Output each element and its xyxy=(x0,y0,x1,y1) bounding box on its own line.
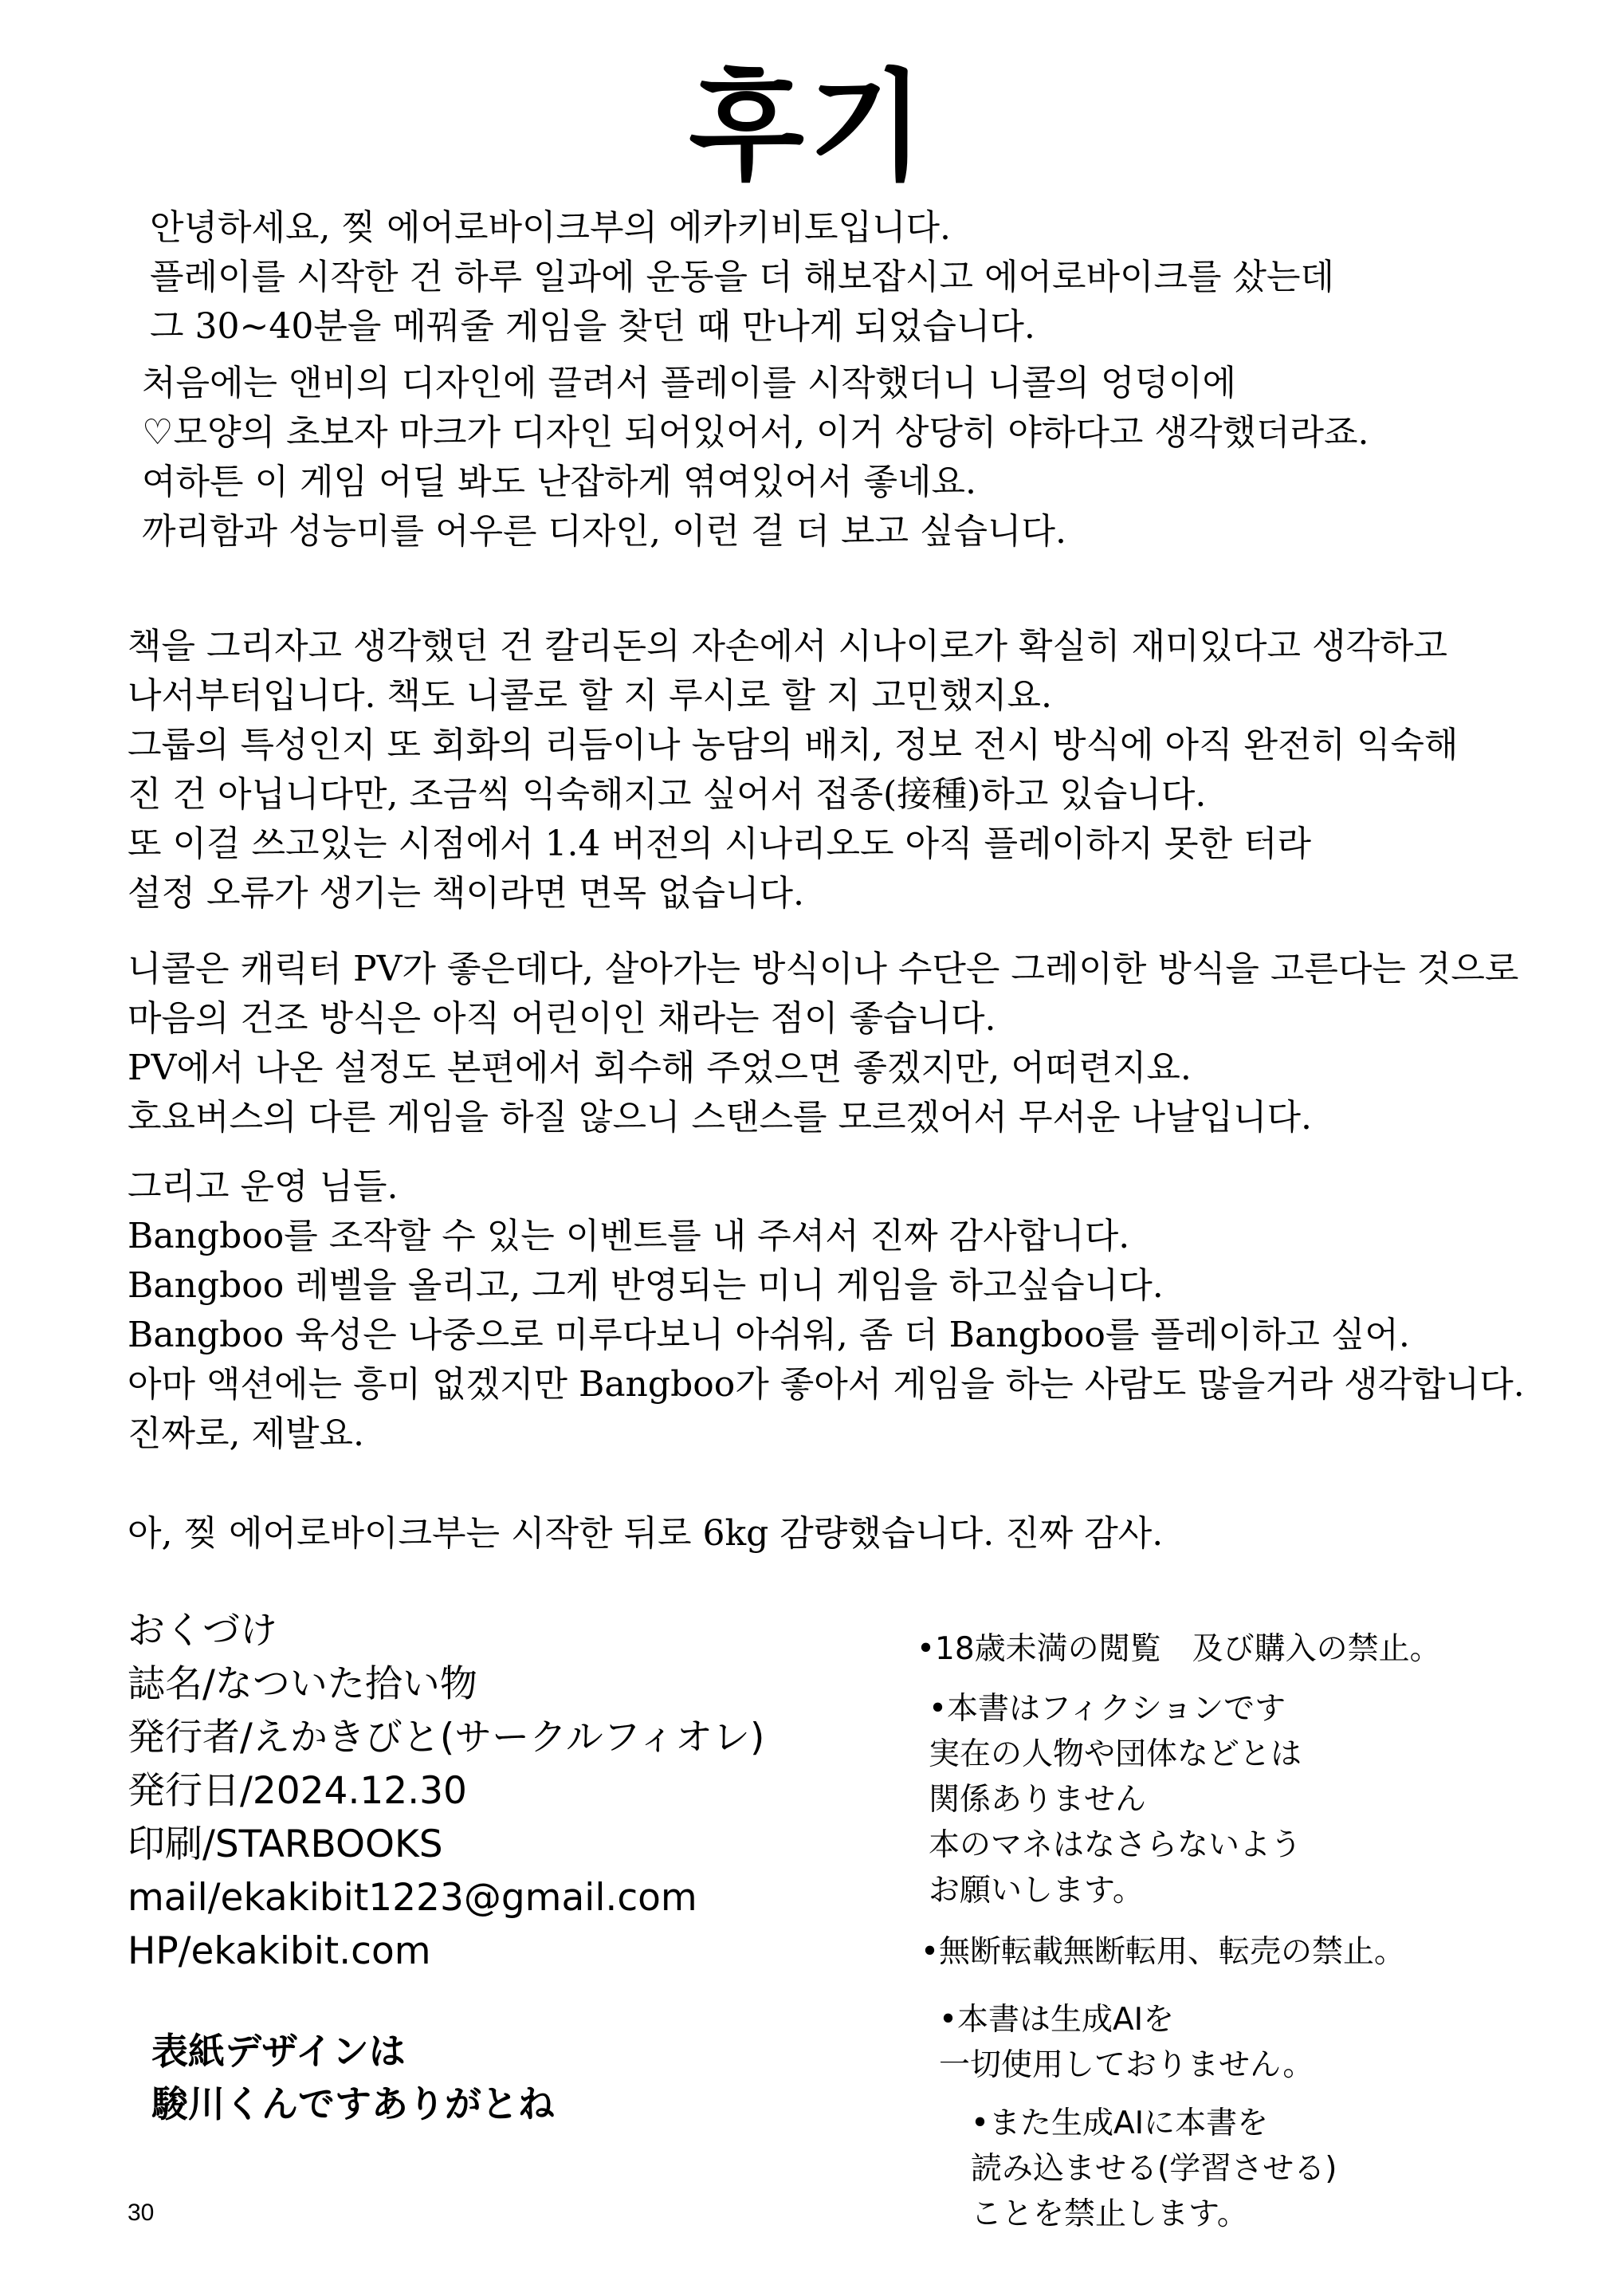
paragraph-line: 호요버스의 다른 게임을 하질 않으니 스탠스를 모르겠어서 무서운 나날입니다. xyxy=(128,1097,1313,1138)
paragraph-line: 진 건 아닙니다만, 조금씩 익숙해지고 싶어서 접종(接種)하고 있습니다. xyxy=(128,774,1207,815)
paragraph-line: 설정 오류가 생기는 책이라면 면목 없습니다. xyxy=(128,873,804,914)
paragraph-line: Bangboo 레벨을 올리고, 그게 반영되는 미니 게임을 하고싶습니다. xyxy=(128,1265,1164,1306)
paragraph-line: 니콜은 캐릭터 PV가 좋은데다, 살아가는 방식이나 수단은 그레이한 방식을 고른다는 것으로 xyxy=(128,949,1519,989)
paragraph-line: ♡모양의 초보자 마크가 디자인 되어있어서, 이거 상당히 야하다고 생각했더라죠. xyxy=(142,412,1369,453)
colophon xyxy=(128,1604,764,1978)
afterword-paragraph-3 xyxy=(128,622,1458,918)
notice-line: 読み込ませる(学習させる) xyxy=(971,2151,1337,2187)
notice-no-ai-training xyxy=(971,2101,1337,2237)
colophon-email: mail/ekakibit1223@gmail.com xyxy=(128,1876,697,1920)
paragraph-line: 또 이걸 쓰고있는 시점에서 1.4 버전의 시나리오도 아직 플레이하지 못한 터라 xyxy=(128,824,1311,864)
colophon-publisher: 発行者/えかきびと(サークルフィオレ) xyxy=(128,1716,765,1759)
colophon-printer: 印刷/STARBOOKS xyxy=(128,1822,443,1866)
notice-line: •18歳未満の閲覧 及び購入の禁止。 xyxy=(917,1631,1441,1667)
colophon-date: 発行日/2024.12.30 xyxy=(128,1769,467,1813)
colophon-homepage: HP/ekakibit.com xyxy=(128,1929,431,1973)
paragraph-line: PV에서 나온 설정도 본편에서 회수해 주었으면 좋겠지만, 어떠련지요. xyxy=(128,1048,1192,1088)
afterword-paragraph-6 xyxy=(128,1509,1163,1559)
paragraph-line: Bangboo 육성은 나중으로 미루다보니 아쉬워, 좀 더 Bangboo를 플레이하고 싶어. xyxy=(128,1315,1410,1355)
paragraph-line: 플레이를 시작한 건 하루 일과에 운동을 더 해보잡시고 에어로바이크를 샀는데 xyxy=(150,257,1335,297)
colophon-title: 誌名/なついた拾い物 xyxy=(128,1662,477,1706)
paragraph-line: 그 30~40분을 메꿔줄 게임을 찾던 때 만나게 되었습니다. xyxy=(150,306,1035,347)
notice-no-reprint xyxy=(921,1929,1405,1975)
notice-line: お願いします。 xyxy=(929,1873,1144,1909)
credit-line: 駿川くんですありがとね xyxy=(151,2082,555,2125)
notice-line: 実在の人物や団体などとは xyxy=(929,1736,1302,1772)
notice-age-restriction xyxy=(917,1626,1441,1672)
cover-design-credit xyxy=(151,2025,555,2130)
notice-line: 本のマネはなさらないよう xyxy=(929,1827,1302,1863)
notice-line: 一切使用しておりません。 xyxy=(939,2047,1314,2083)
paragraph-line: 아마 액션에는 흥미 없겠지만 Bangboo가 좋아서 게임을 하는 사람도 많을거라 생각합니다. xyxy=(128,1364,1525,1405)
page-title: 후기 xyxy=(689,58,929,197)
colophon-heading: おくづけ xyxy=(128,1609,277,1653)
notice-line: •また生成AIに本書を xyxy=(971,2105,1269,2141)
paragraph-line: 안녕하세요, 찢 에어로바이크부의 에카키비토입니다. xyxy=(150,207,952,248)
notice-line: •無断転載無断転用、転売の禁止。 xyxy=(921,1934,1406,1970)
paragraph-line: 책을 그리자고 생각했던 건 칼리돈의 자손에서 시나이로가 확실히 재미있다고 생각하고 xyxy=(128,626,1448,666)
paragraph-line: 그룹의 특성인지 또 회화의 리듬이나 농담의 배치, 정보 전시 방식에 아직 완전히 익숙해 xyxy=(128,725,1459,765)
notice-fiction xyxy=(929,1686,1302,1913)
paragraph-line: 처음에는 앤비의 디자인에 끌려서 플레이를 시작했더니 니콜의 엉덩이에 xyxy=(142,363,1237,403)
notice-no-ai-used xyxy=(939,1997,1314,2088)
afterword-paragraph-2 xyxy=(142,359,1369,556)
afterword-paragraph-5 xyxy=(128,1162,1525,1459)
afterword-paragraph-1 xyxy=(150,203,1334,352)
notice-line: •本書は生成AIを xyxy=(939,2002,1175,2038)
paragraph-line: 까리함과 성능미를 어우른 디자인, 이런 걸 더 보고 싶습니다. xyxy=(142,511,1066,552)
notice-line: •本書はフィクションです xyxy=(929,1691,1286,1727)
paragraph-line: 여하튼 이 게임 어딜 봐도 난잡하게 엮여있어서 좋네요. xyxy=(142,462,976,502)
paragraph-line: 마음의 건조 방식은 아직 어린이인 채라는 점이 좋습니다. xyxy=(128,998,996,1039)
page-number: 30 xyxy=(128,2200,155,2226)
notice-line: ことを禁止します。 xyxy=(971,2196,1248,2232)
paragraph-line: 나서부터입니다. 책도 니콜로 할 지 루시로 할 지 고민했지요. xyxy=(128,675,1052,716)
paragraph-line: 아, 찢 에어로바이크부는 시작한 뒤로 6kg 감량했습니다. 진짜 감사. xyxy=(128,1513,1164,1554)
paragraph-line: 진짜로, 제발요. xyxy=(128,1413,364,1454)
paragraph-line: 그리고 운영 님들. xyxy=(128,1166,399,1207)
notice-line: 関係ありません xyxy=(929,1782,1147,1818)
credit-line: 表紙デザインは xyxy=(151,2030,406,2073)
paragraph-line: Bangboo를 조작할 수 있는 이벤트를 내 주셔서 진짜 감사합니다. xyxy=(128,1216,1130,1256)
afterword-paragraph-4 xyxy=(128,945,1518,1142)
